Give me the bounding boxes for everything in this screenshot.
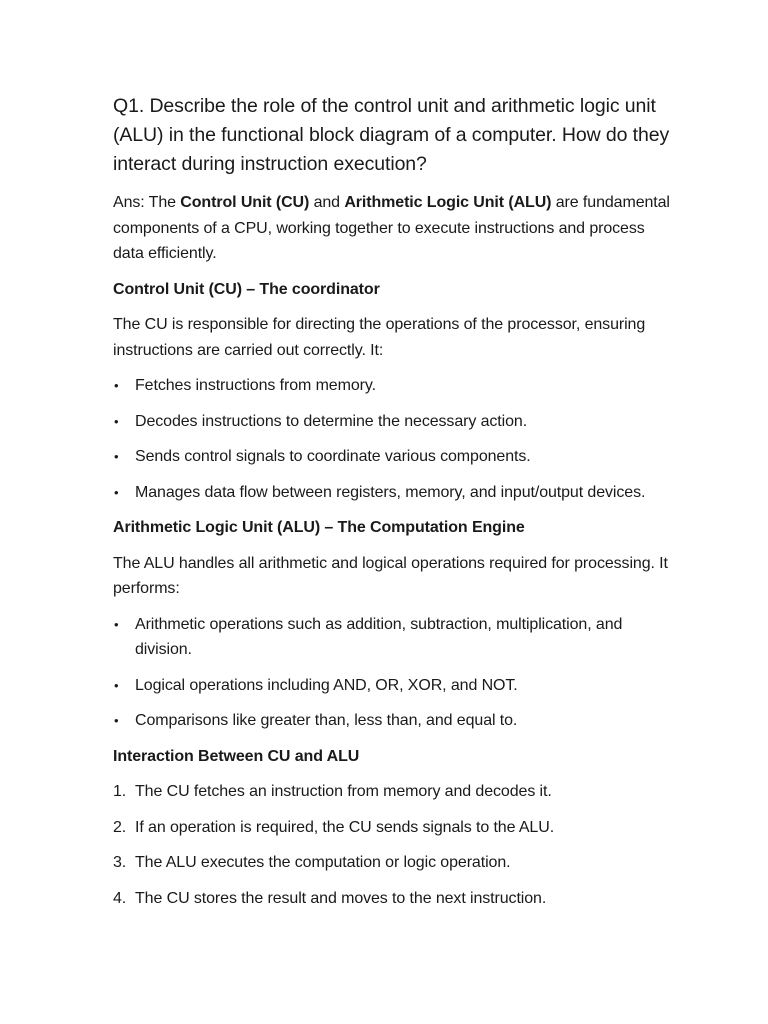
- step-number: 1.: [113, 783, 127, 800]
- bullet-marker: •: [114, 484, 119, 500]
- answer-mid: and: [309, 194, 345, 211]
- bullet-marker: •: [114, 713, 119, 728]
- list-item: [113, 480, 673, 506]
- list-item: [113, 779, 673, 805]
- answer-intro: [113, 190, 673, 267]
- list-item-text: Logical operations including AND, OR, XOR, and NOT.: [135, 676, 518, 694]
- list-item-text: Arithmetic operations such as addition, subtraction, multiplication, and division.: [135, 615, 623, 658]
- list-item-text: The CU fetches an instruction from memory and decodes it.: [135, 783, 552, 800]
- step-number: 4.: [113, 889, 127, 907]
- term-control-unit: Control Unit (CU): [180, 194, 310, 211]
- cu-heading: Control Unit (CU) – The coordinator: [113, 280, 380, 298]
- document-page: [113, 92, 673, 921]
- answer-suffix: are fundamental components of a CPU, working together to execute instructions and process data efficiently.: [113, 194, 670, 262]
- list-item-text: Decodes instructions to determine the necessary action.: [135, 412, 528, 430]
- bullet-marker: •: [114, 616, 119, 632]
- interaction-step-list: [113, 779, 673, 911]
- list-item: [113, 409, 673, 435]
- term-alu: Arithmetic Logic Unit (ALU): [344, 194, 552, 211]
- question-text: Q1. Describe the role of the control unit and arithmetic logic unit (ALU) in the functional block diagram of a computer. How do they interact during instruction execution?: [113, 95, 670, 175]
- list-item: [113, 815, 673, 841]
- list-item-text: Comparisons like greater than, less than, and equal to.: [135, 712, 518, 729]
- bullet-marker: •: [114, 378, 119, 393]
- interaction-heading: Interaction Between CU and ALU: [113, 747, 360, 765]
- list-item: [113, 373, 673, 399]
- list-item-text: Manages data flow between registers, memory, and input/output devices.: [135, 483, 646, 501]
- list-item-text: The CU stores the result and moves to the next instruction.: [135, 889, 547, 907]
- list-item: [113, 444, 673, 470]
- step-number: 3.: [113, 854, 127, 871]
- answer-prefix: Ans: The: [113, 194, 181, 211]
- list-item: [113, 850, 673, 876]
- list-item-text: The ALU executes the computation or logic operation.: [135, 854, 511, 871]
- alu-bullet-list: [113, 612, 673, 734]
- alu-heading: Arithmetic Logic Unit (ALU) – The Computation Engine: [113, 519, 525, 536]
- list-item-text: If an operation is required, the CU sends signals to the ALU.: [135, 818, 555, 836]
- list-item: [113, 673, 673, 699]
- bullet-marker: •: [114, 449, 119, 464]
- cu-intro: The CU is responsible for directing the operations of the processor, ensuring instructions are carried out correctly. It:: [113, 316, 646, 359]
- bullet-marker: •: [114, 677, 119, 693]
- list-item-text: Sends control signals to coordinate various components.: [135, 448, 531, 465]
- step-number: 2.: [113, 818, 127, 836]
- alu-intro: The ALU handles all arithmetic and logical operations required for processing. It performs:: [113, 554, 668, 597]
- bullet-marker: •: [114, 413, 119, 429]
- list-item: [113, 886, 673, 912]
- list-item: [113, 708, 673, 734]
- list-item-text: Fetches instructions from memory.: [135, 377, 376, 394]
- list-item: [113, 612, 673, 663]
- cu-bullet-list: [113, 373, 673, 505]
